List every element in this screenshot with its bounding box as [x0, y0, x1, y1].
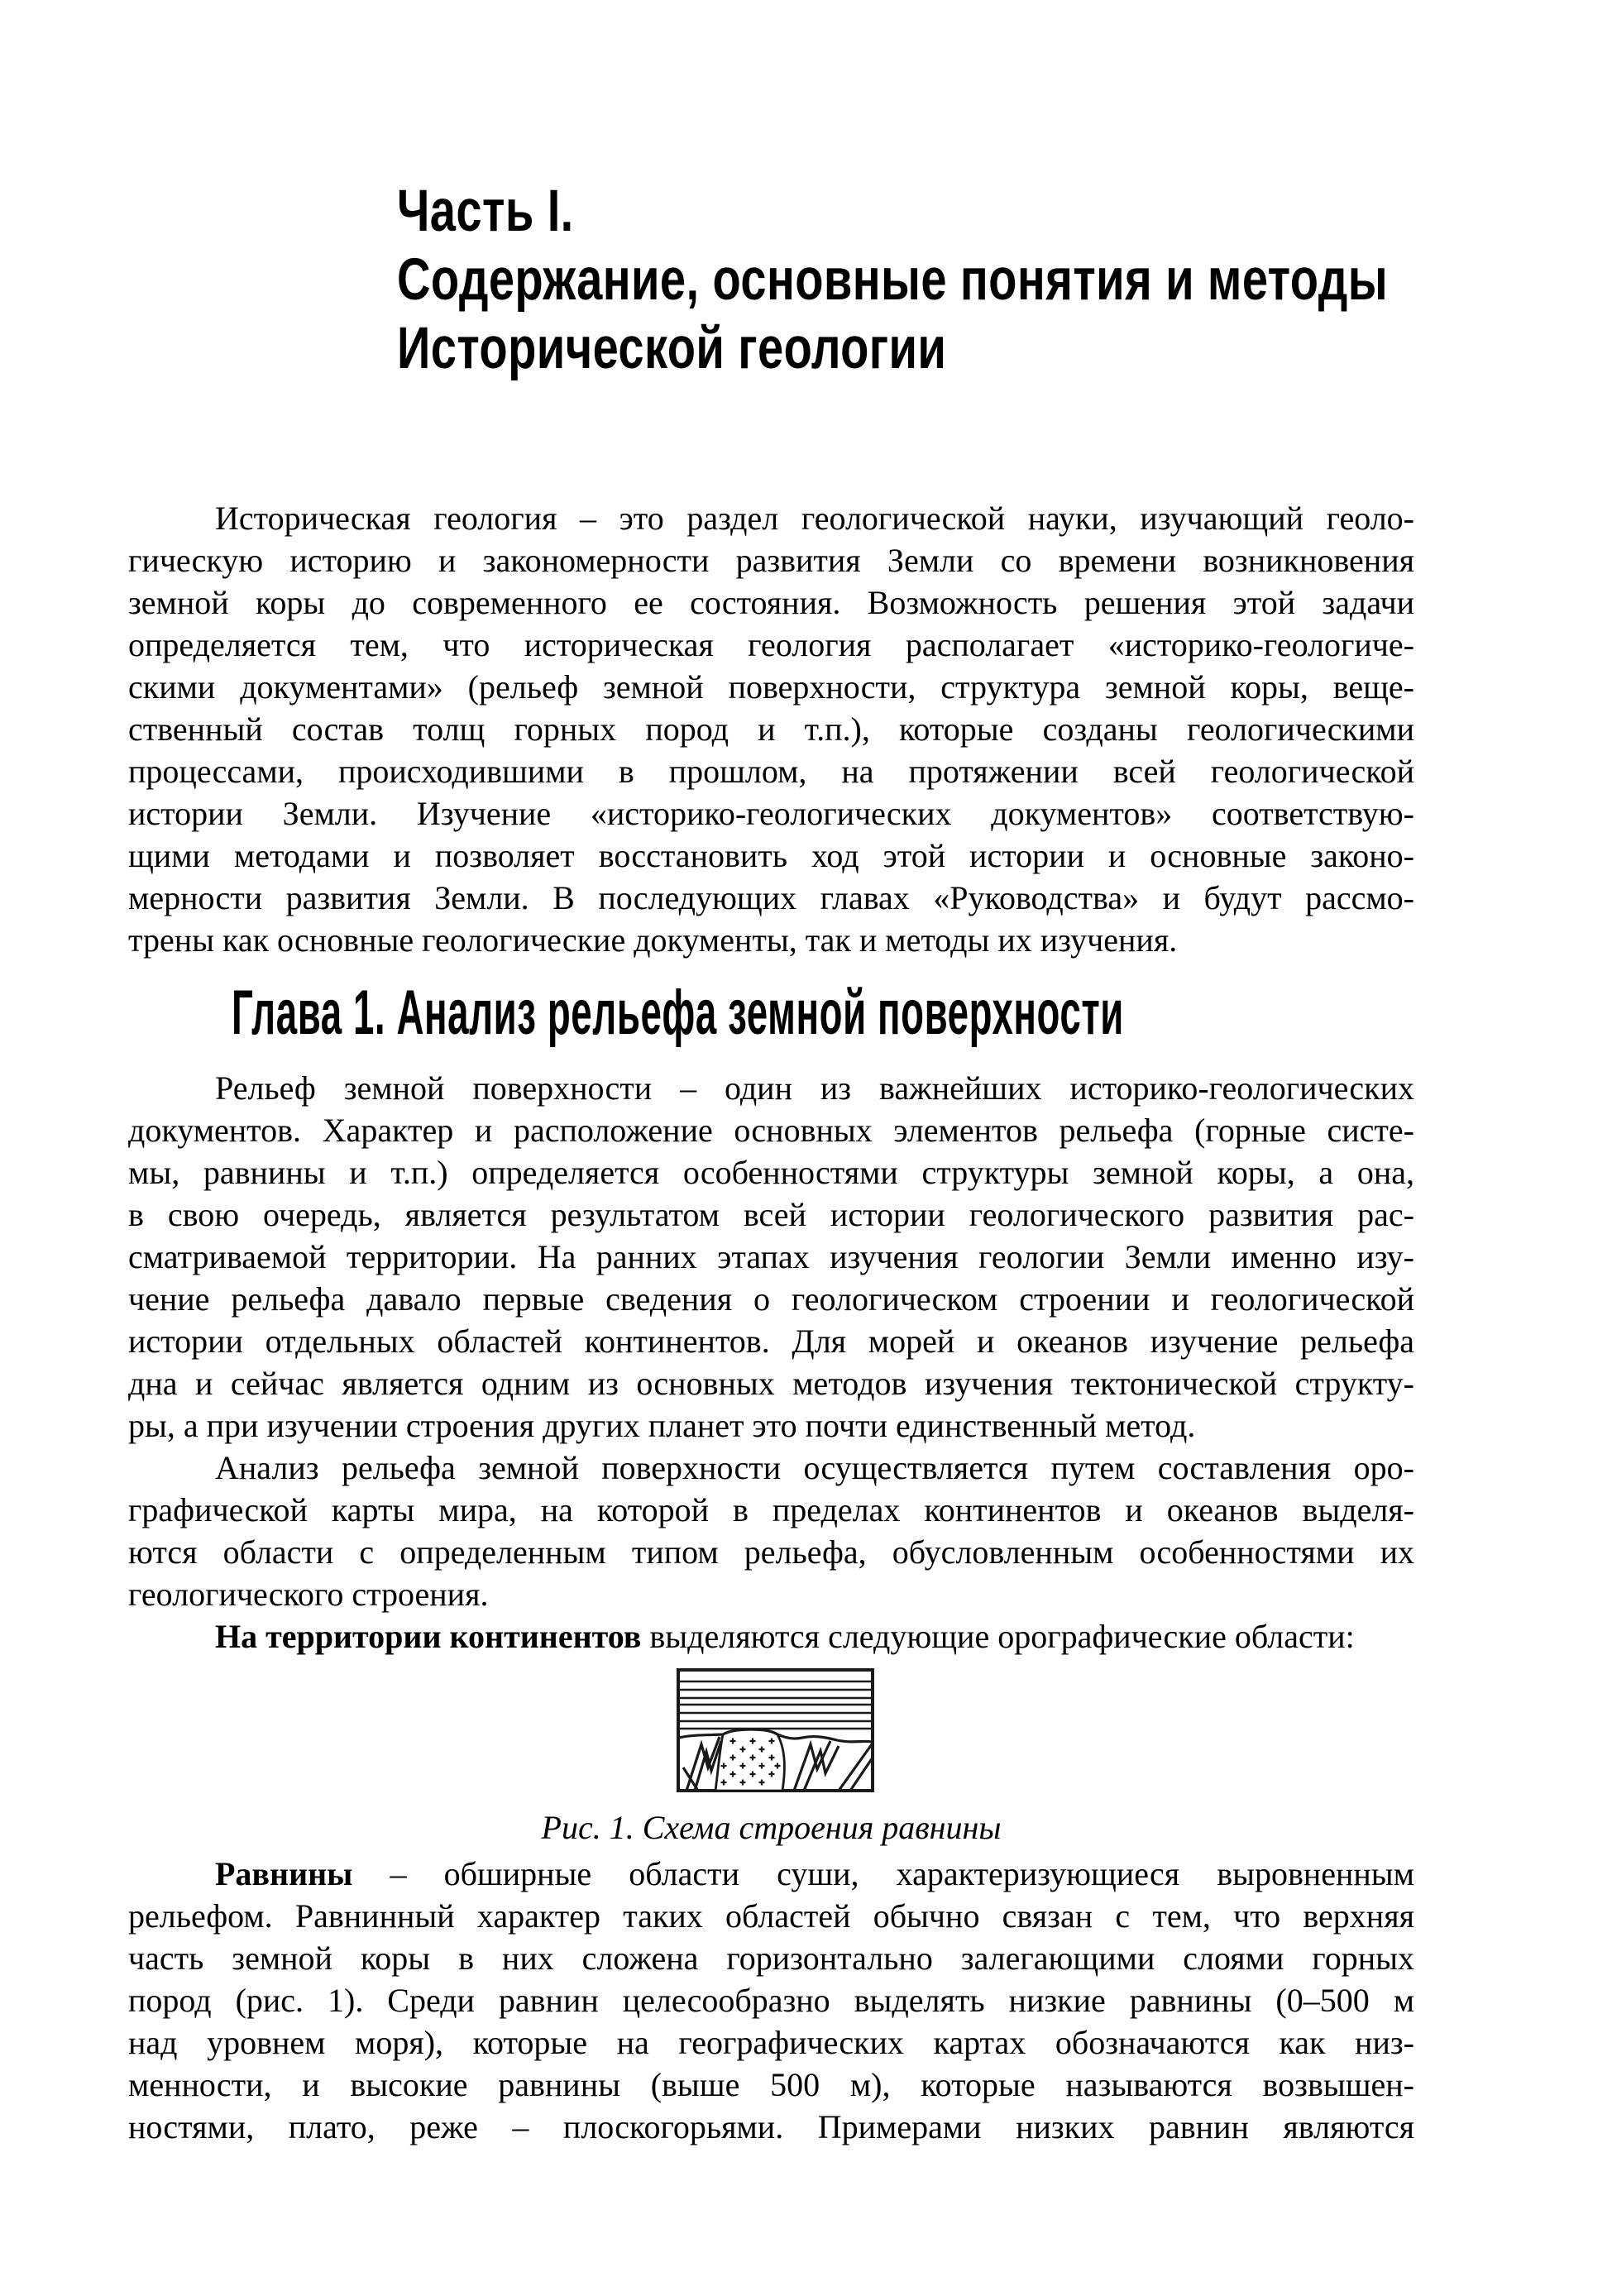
continents-rest: выделяются следующие орографические области: [641, 1618, 1355, 1655]
part-heading-line-3: Исторической геологии [397, 316, 947, 381]
text-line: ностями, плато, реже – плоскогорьями. Примерами низких равнин являются [128, 2108, 1414, 2145]
text-line: менности, и высокие равнины (выше 500 м), которые называются возвышен- [128, 2066, 1414, 2103]
text-line: истории отдельных областей континентов. Для морей и океанов изучение рельефа [128, 1323, 1414, 1360]
text-line: часть земной коры в них сложена горизонтально залегающими слоями горных [128, 1940, 1414, 1977]
part-heading-line-2: Содержание, основные понятия и методы [397, 247, 1389, 313]
text-line: документов. Характер и расположение основных элементов рельефа (горные систе- [128, 1112, 1414, 1149]
text-line: процессами, происходившими в прошлом, на протяжении всей геологической [128, 753, 1414, 790]
text-line: сматриваемой территории. На ранних этапах изучения геологии Земли именно изу- [128, 1238, 1414, 1275]
text-line-continents [128, 1615, 1414, 1657]
text-line: дна и сейчас является одним из основных методов изучения тектонической структу- [128, 1365, 1414, 1402]
text-line: графической карты мира, на которой в пределах континентов и океанов выделя- [128, 1491, 1414, 1528]
text-line: геологического строения. [128, 1576, 489, 1613]
plains-paragraph [128, 1853, 1414, 2148]
chapter-heading: Глава 1. Анализ рельефа земной поверхности [232, 978, 1124, 1048]
continents-lead-bold: На территории континентов [215, 1618, 642, 1655]
text-line: Историческая геология – это раздел геологической науки, изучающий геоло- [215, 500, 1414, 537]
text-line: пород (рис. 1). Среди равнин целесообразно выделять низкие равнины (0–500 м [128, 1982, 1414, 2019]
intro-paragraph [128, 497, 1414, 961]
body-paragraphs [128, 1067, 1414, 1657]
text-line: гическую историю и закономерности развития Земли со времени возникновения [128, 542, 1414, 579]
text-line: определяется тем, что историческая геология располагает «историко-геологиче- [128, 626, 1414, 663]
text-line: рельефом. Равнинный характер таких областей обычно связан с тем, что верхняя [128, 1897, 1414, 1935]
text-line: мы, равнины и т.п.) определяется особенностями структуры земной коры, а она, [128, 1154, 1414, 1191]
figure-caption: Рис. 1. Схема строения равнины [541, 1809, 1002, 1846]
part-heading [397, 177, 1388, 383]
plains-lead-bold: Равнины [215, 1855, 353, 1892]
granite-intrusion [715, 1729, 784, 1791]
text-line: над уровнем моря), которые на географических картах обозначаются как низ- [128, 2024, 1414, 2061]
text-line: чение рельефа давало первые сведения о геологическом строении и геологической [128, 1280, 1414, 1318]
text-line: истории Земли. Изучение «историко-геологических документов» соответствую- [128, 795, 1414, 832]
text-line: скими документами» (рельеф земной поверхности, структура земной коры, веще- [128, 668, 1414, 706]
text-line: ственный состав толщ горных пород и т.п.), которые созданы геологическими [128, 710, 1414, 748]
figure-1-diagram [677, 1668, 874, 1792]
text-line: мерности развития Земли. В последующих главах «Руководства» и будут рассмо- [128, 879, 1414, 916]
plains-lead-rest: – обширные области суши, характеризующиеся выровненным [352, 1855, 1414, 1892]
text-line: в свою очередь, является результатом всей истории геологического развития рас- [128, 1196, 1414, 1233]
text-line: Анализ рельефа земной поверхности осуществляется путем составления оро- [215, 1449, 1414, 1486]
text-line: щими методами и позволяет восстановить ход этой истории и основные законо- [128, 837, 1414, 874]
text-line-plains-lead [128, 1853, 1414, 1895]
text-line: ются области с определенным типом рельефа, обусловленным особенностями их [128, 1533, 1414, 1571]
text-line: ры, а при изучении строения других планет это почти единственный метод. [128, 1407, 1196, 1444]
figure-1 [677, 1668, 874, 1792]
part-heading-line-1: Часть I. [397, 179, 574, 244]
text-line: Рельеф земной поверхности – один из важнейших историко-геологических [215, 1069, 1414, 1107]
text-line: трены как основные геологические документы, так и методы их изучения. [128, 921, 1178, 959]
text-line: земной коры до современного ее состояния. Возможность решения этой задачи [128, 584, 1414, 621]
